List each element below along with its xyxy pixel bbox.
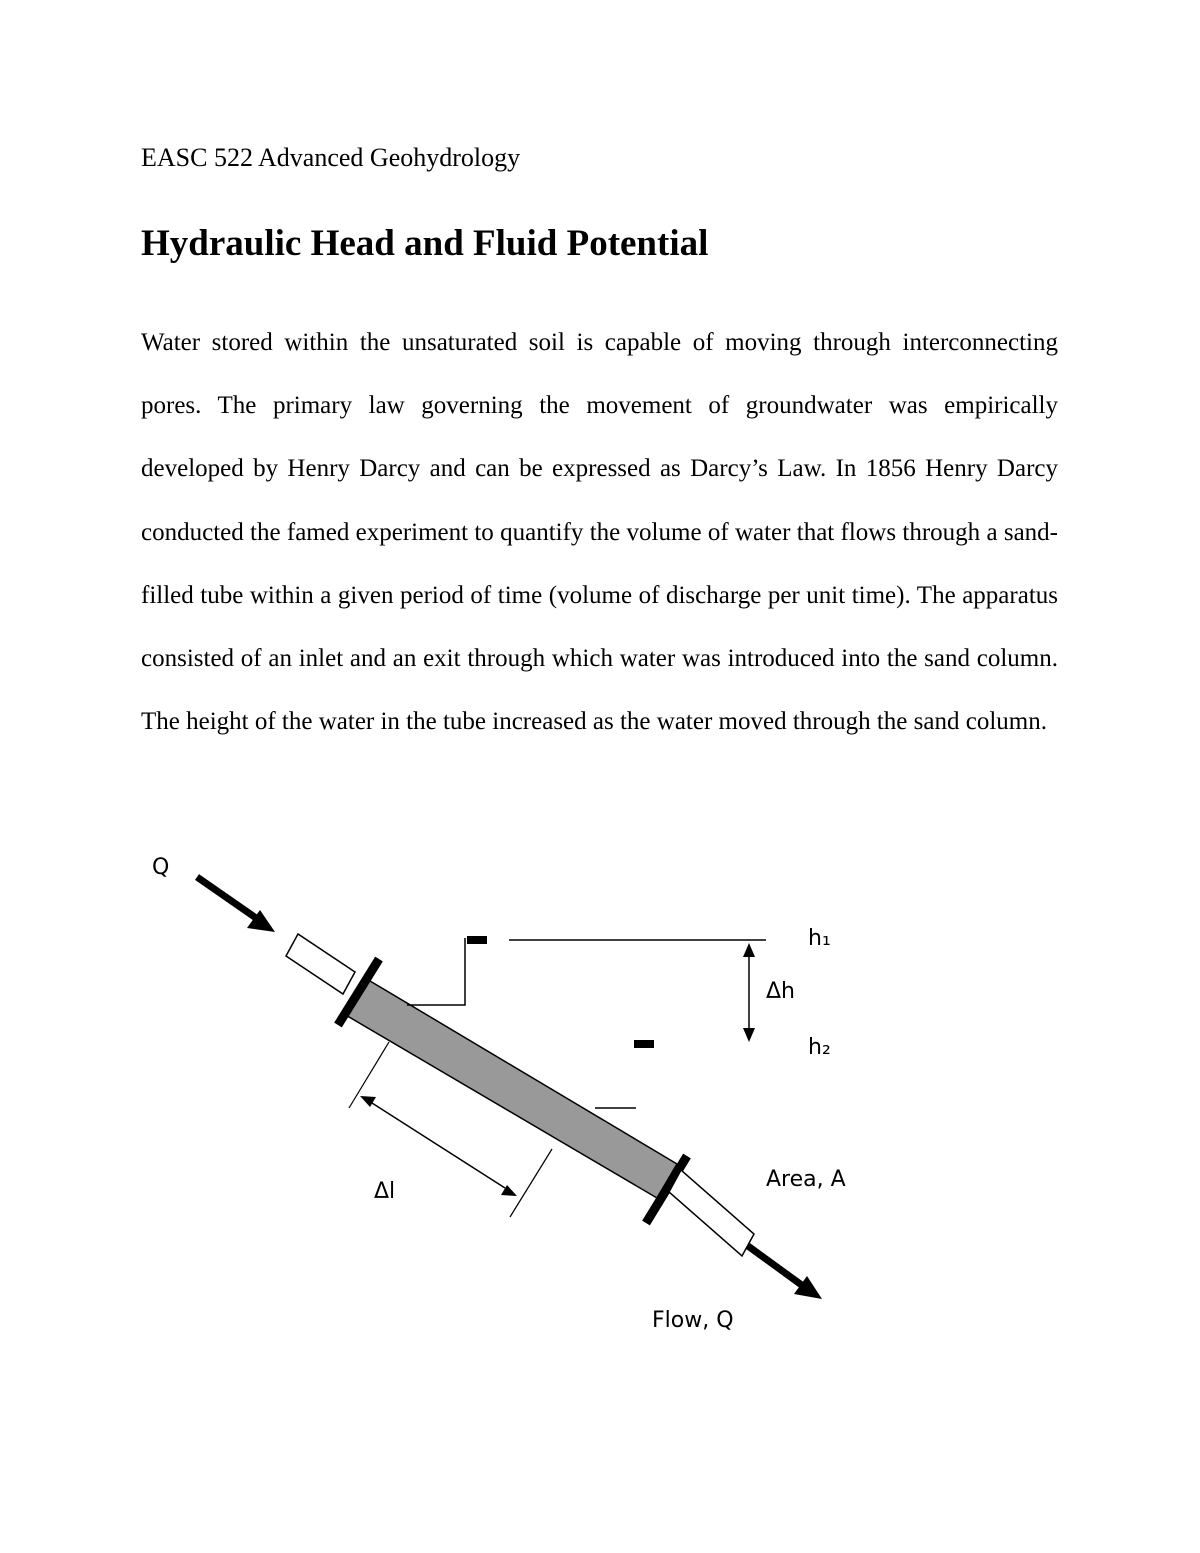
outflow-arrow xyxy=(748,1246,822,1299)
delta-h-arrow xyxy=(743,943,755,1042)
inflow-label: Q xyxy=(152,855,170,880)
head1-label: h₁ xyxy=(808,926,831,951)
delta-l-label: Δl xyxy=(374,1179,396,1204)
delta-h-label: Δh xyxy=(766,979,795,1004)
body-paragraph: Water stored within the unsaturated soil is capable of moving through interconnecting pores. The primary law governing the movement of groundwater was empirically developed by Henry Darcy and can be expressed as Darcy’s Law. In 1856 Henry Darcy conducted the famed experiment to quantify the volume of water that flows through a sand-filled tube within a given period of time (volume of discharge per unit time). The apparatus consisted of an inlet and an exit through which water was introduced into the sand column. The height of the water in the tube increased as the water moved through the sand column. xyxy=(141,329,1058,736)
upper-manometer xyxy=(407,936,487,1005)
page-title: Hydraulic Head and Fluid Potential xyxy=(141,223,709,264)
head2-label: h₂ xyxy=(808,1035,831,1060)
course-header: EASC 522 Advanced Geohydrology xyxy=(141,143,521,172)
outlet-pipe xyxy=(669,1170,754,1256)
inlet-pipe xyxy=(286,934,355,994)
outflow-label: Flow, Q xyxy=(652,1308,734,1333)
lower-manometer xyxy=(595,1040,654,1108)
area-label: Area, A xyxy=(766,1167,846,1192)
inflow-arrow xyxy=(197,877,275,932)
sand-column xyxy=(344,978,677,1198)
